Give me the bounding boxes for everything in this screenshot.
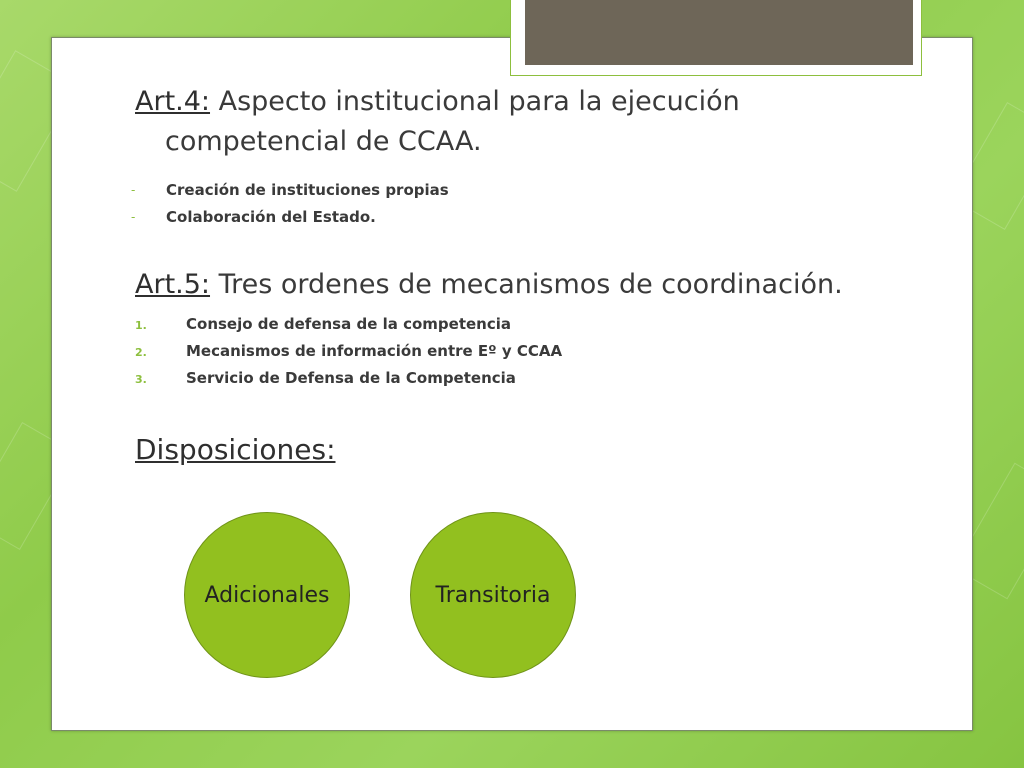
list-item-text: Servicio de Defensa de la Competencia	[186, 369, 516, 387]
art4-heading	[135, 82, 895, 162]
list-item-text: Colaboración del Estado.	[166, 208, 376, 226]
dash-marker: -	[131, 210, 136, 224]
list-item-text: Consejo de defensa de la competencia	[186, 315, 511, 333]
transitoria-circle: Transitoria	[410, 512, 576, 678]
list-item-text: Mecanismos de información entre Eº y CCAA	[186, 342, 563, 360]
art5-list	[135, 311, 895, 392]
number-marker: 3.	[135, 373, 147, 386]
adicionales-circle: Adicionales	[184, 512, 350, 678]
disposiciones-heading: Disposiciones:	[135, 433, 336, 466]
list-item	[131, 177, 895, 204]
slide-content	[131, 80, 895, 470]
list-item	[135, 365, 895, 392]
art4-label: Art.4:	[135, 86, 211, 117]
art4-list	[131, 177, 895, 231]
number-marker: 2.	[135, 346, 147, 359]
number-marker: 1.	[135, 319, 147, 332]
list-item	[131, 204, 895, 231]
list-item	[135, 338, 895, 365]
art4-text: Aspecto institucional para la ejecución competencial de CCAA.	[165, 86, 740, 157]
title-bar	[525, 0, 913, 65]
art5-heading	[135, 265, 895, 305]
title-tab	[510, 0, 922, 76]
dash-marker: -	[131, 183, 136, 197]
list-item-text: Creación de instituciones propias	[166, 181, 449, 199]
art5-text: Tres ordenes de mecanismos de coordinación.	[218, 269, 843, 300]
list-item	[135, 311, 895, 338]
art5-label: Art.5:	[135, 269, 211, 300]
